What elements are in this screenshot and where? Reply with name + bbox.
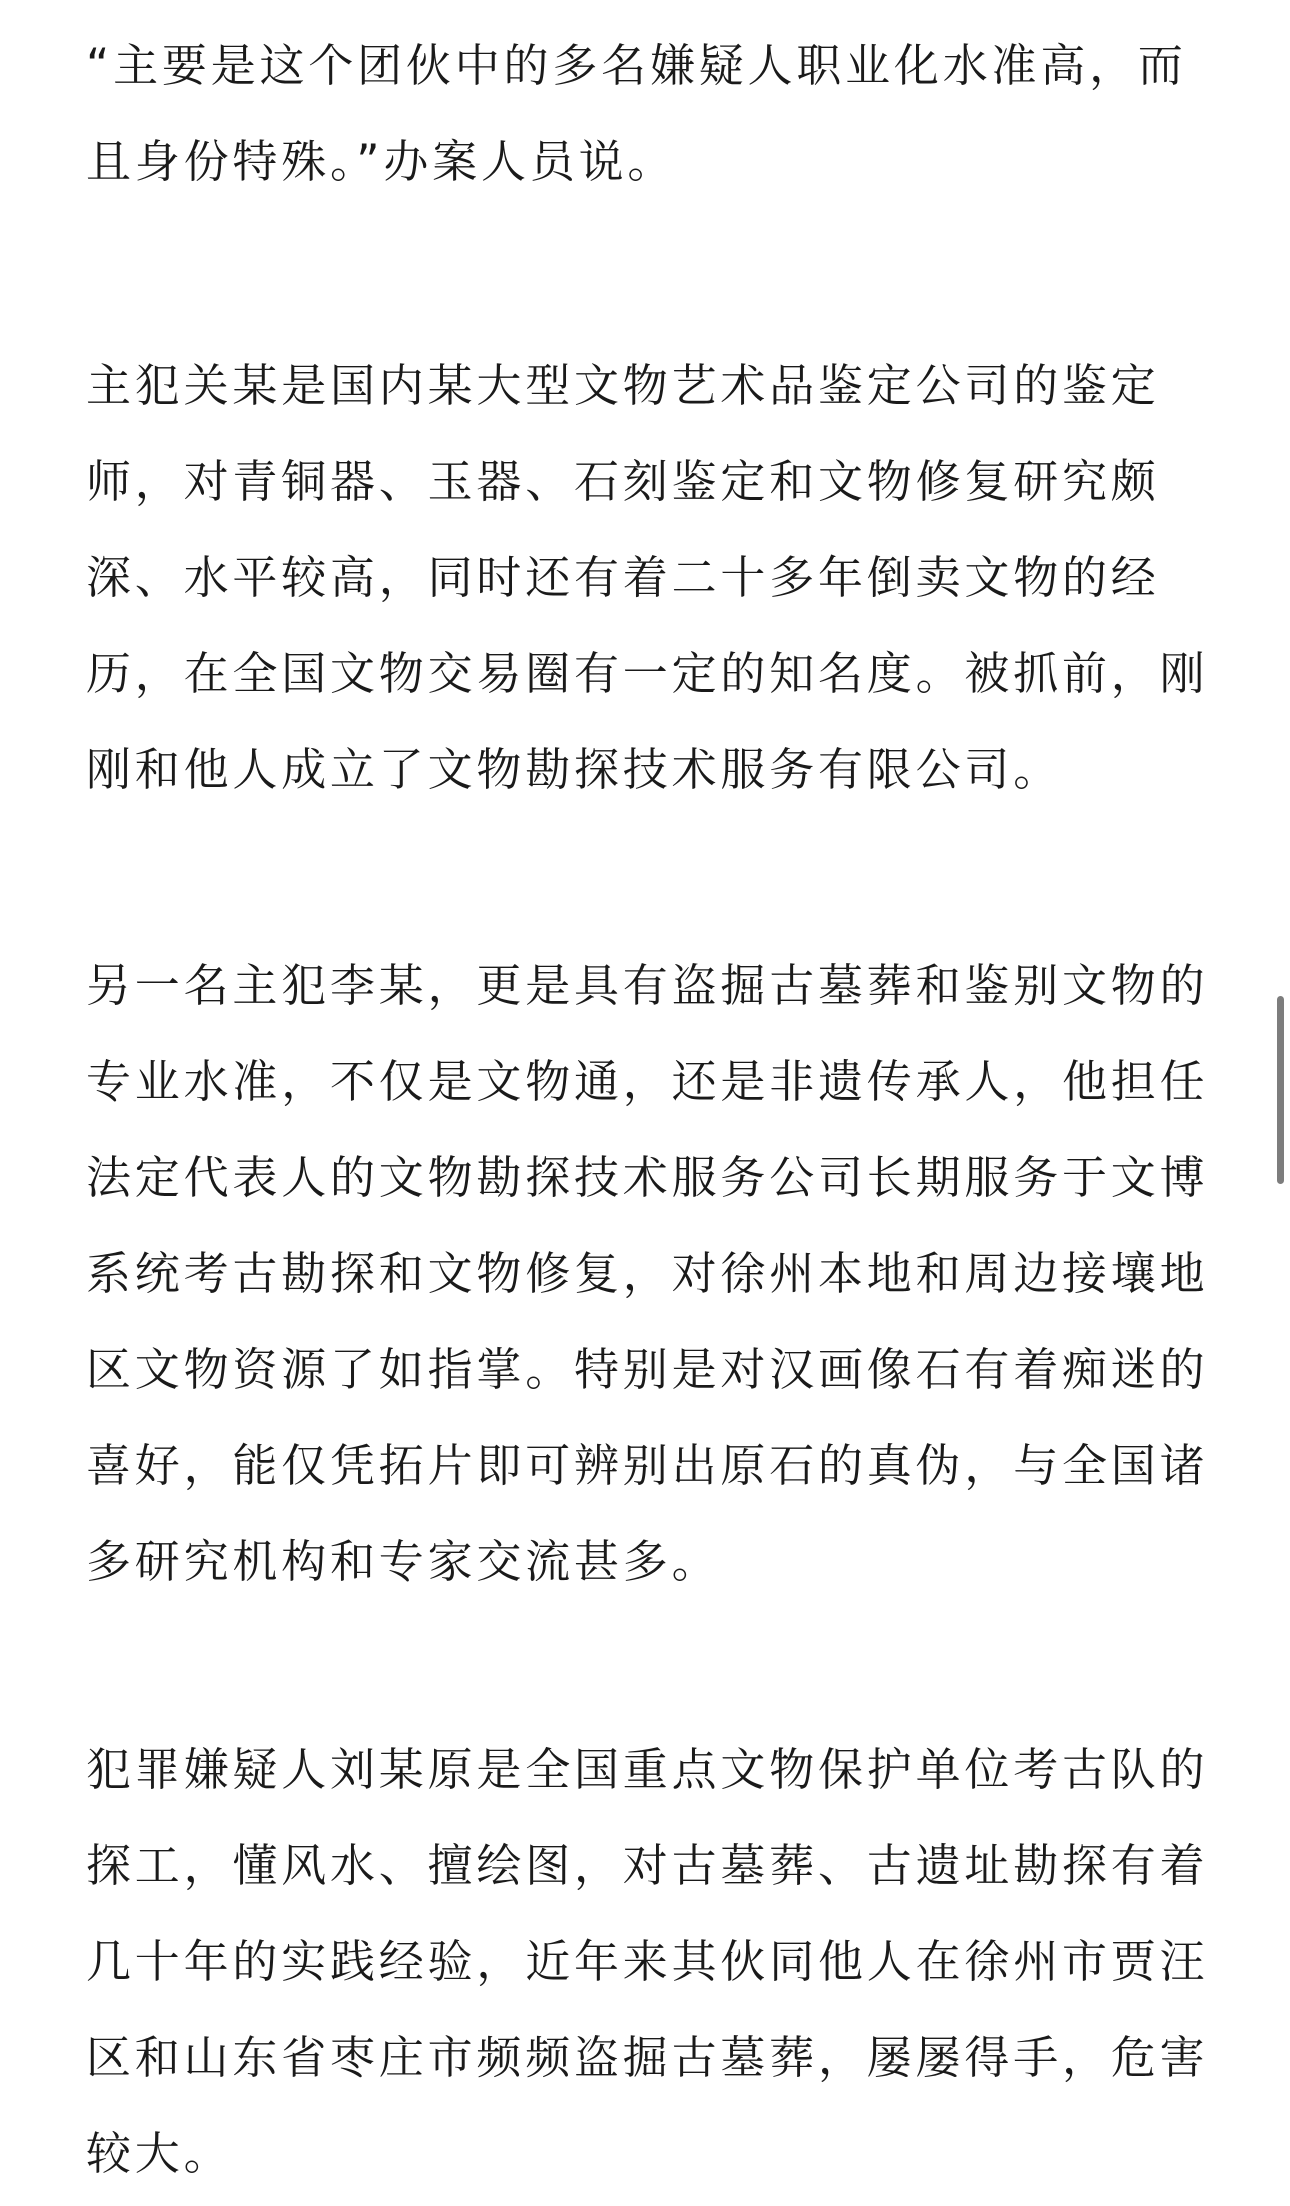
scrollbar-thumb[interactable] [1277, 996, 1284, 1184]
text-line: 较大。 [86, 2127, 233, 2180]
text-line: 另一名主犯李某，更是具有盗掘古墓葬和鉴别文物的 [86, 959, 1209, 1012]
text-line: 区文物资源了如指掌。特别是对汉画像石有着痴迷的 [86, 1343, 1209, 1396]
text-line: 探工，懂风水、擅绘图，对古墓葬、古遗址勘探有着 [86, 1839, 1209, 1892]
text-line: 犯罪嫌疑人刘某原是全国重点文物保护单位考古队的 [86, 1743, 1209, 1796]
text-line: 系统考古勘探和文物修复，对徐州本地和周边接壤地 [86, 1247, 1209, 1300]
text-line: 且身份特殊。”办案人员说。 [86, 135, 677, 188]
text-line: 历，在全国文物交易圈有一定的知名度。被抓前，刚 [86, 647, 1209, 700]
text-line: 几十年的实践经验，近年来其伙同他人在徐州市贾汪 [86, 1935, 1209, 1988]
text-line: 刚和他人成立了文物勘探技术服务有限公司。 [86, 743, 1063, 796]
text-line: 师，对青铜器、玉器、石刻鉴定和文物修复研究颇 [86, 455, 1160, 508]
text-line: 专业水准，不仅是文物通，还是非遗传承人，他担任 [86, 1055, 1209, 1108]
text-line: 深、水平较高，同时还有着二十多年倒卖文物的经 [86, 551, 1160, 604]
text-line: 区和山东省枣庄市频频盗掘古墓葬，屡屡得手，危害 [86, 2031, 1209, 2084]
text-line: 多研究机构和专家交流甚多。 [86, 1535, 721, 1588]
text-line: 法定代表人的文物勘探技术服务公司长期服务于文博 [86, 1151, 1209, 1204]
text-line: “主要是这个团伙中的多名嫌疑人职业化水准高，而 [86, 39, 1187, 92]
vertical-scrollbar[interactable] [1274, 0, 1290, 2206]
text-line: 喜好，能仅凭拓片即可辨别出原石的真伪，与全国诸 [86, 1439, 1209, 1492]
text-line: 主犯关某是国内某大型文物艺术品鉴定公司的鉴定 [86, 359, 1160, 412]
